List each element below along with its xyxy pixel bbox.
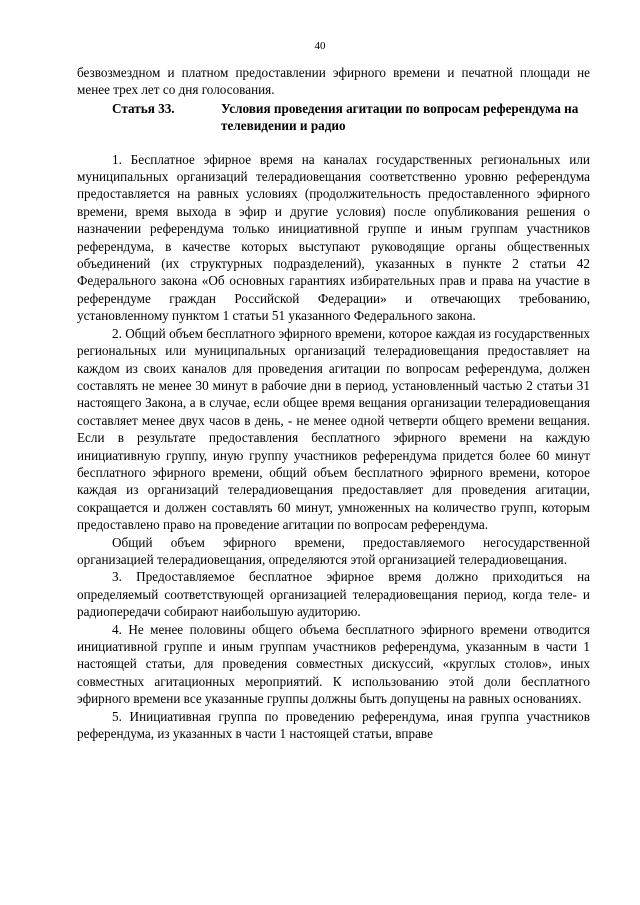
article-number: Статья 33. <box>112 100 175 116</box>
paragraph-1: 1. Бесплатное эфирное время на каналах государственных региональных или муниципальных организаций телерадиовещания соответственно уровню референдума предоставляется на равных условиях (продолжительность предоставленного эфирного времени, время выхода в эфир и другие условия) после опубликования решения о назначении референдума только инициативной группе и иным группам участников референдума, в качестве которых выступают руководящие органы общественных объединений (их структурных подразделений), указанных в пункте 2 статьи 42 Федерального закона «Об основных гарантиях избирательных прав и права на участие в референдуме граждан Российской Федерации» и отвечающих требованию, установленному пунктом 1 статьи 51 указанного Федерального закона. <box>77 151 590 324</box>
paragraph-2-continuation: Общий объем эфирного времени, предоставляемого негосударственной организацией телерадиовещания, определяются этой организацией телерадиовещания. <box>77 534 590 567</box>
paragraph-4: 4. Не менее половины общего объема бесплатного эфирного времени отводится инициативной группе и иным группам участников референдума, указанным в части 1 настоящей статьи, для проведения совместных дискуссий, «круглых столов», иных совместных агитационных мероприятий. К использованию этой доли бесплатного эфирного времени все указанные группы должны быть допущены на равных основаниях. <box>77 621 590 707</box>
article-title: Условия проведения агитации по вопросам референдума на телевидении и радио <box>221 100 579 134</box>
heading-spacer <box>77 135 590 151</box>
paragraph-2: 2. Общий объем бесплатного эфирного времени, которое каждая из государственных региональных или муниципальных организаций телерадиовещания предоставляет на каждом из своих каналов для проведения агитации по вопросам референдума, должен составлять не менее 30 минут в рабочие дни в период, установленный частью 2 статьи 31 настоящего Закона, а в случае, если общее время вещания организации телерадиовещания составляет менее двух часов в день, - не менее одной четверти общего времени вещания. Если в результате предоставления бесплатного эфирного времени на каждую инициативную группу, иную группу участников референдума придется более 60 минут бесплатного эфирного времени, общий объем бесплатного эфирного времени, которое каждая из организаций телерадиовещания предоставляет для проведения агитации, сокращается и должен составлять 60 минут, умноженных на количество групп, которым предоставлено право на проведение агитации по вопросам референдума. <box>77 325 590 533</box>
lead-in-text: безвозмездном и платном предоставлении эфирного времени и печатной площади не менее трех лет со дня голосования. <box>77 65 590 98</box>
paragraph-5: 5. Инициативная группа по проведению референдума, иная группа участников референдума, из указанных в части 1 настоящей статьи, вправе <box>77 708 590 742</box>
page-number: 40 <box>314 40 326 52</box>
paragraph-3: 3. Предоставляемое бесплатное эфирное время должно приходиться на определяемый соответствующей организацией телерадиовещания период, когда теле- и радиопередачи собирают наибольшую аудиторию. <box>77 569 590 620</box>
document-body <box>77 64 590 742</box>
article-heading <box>77 100 590 135</box>
